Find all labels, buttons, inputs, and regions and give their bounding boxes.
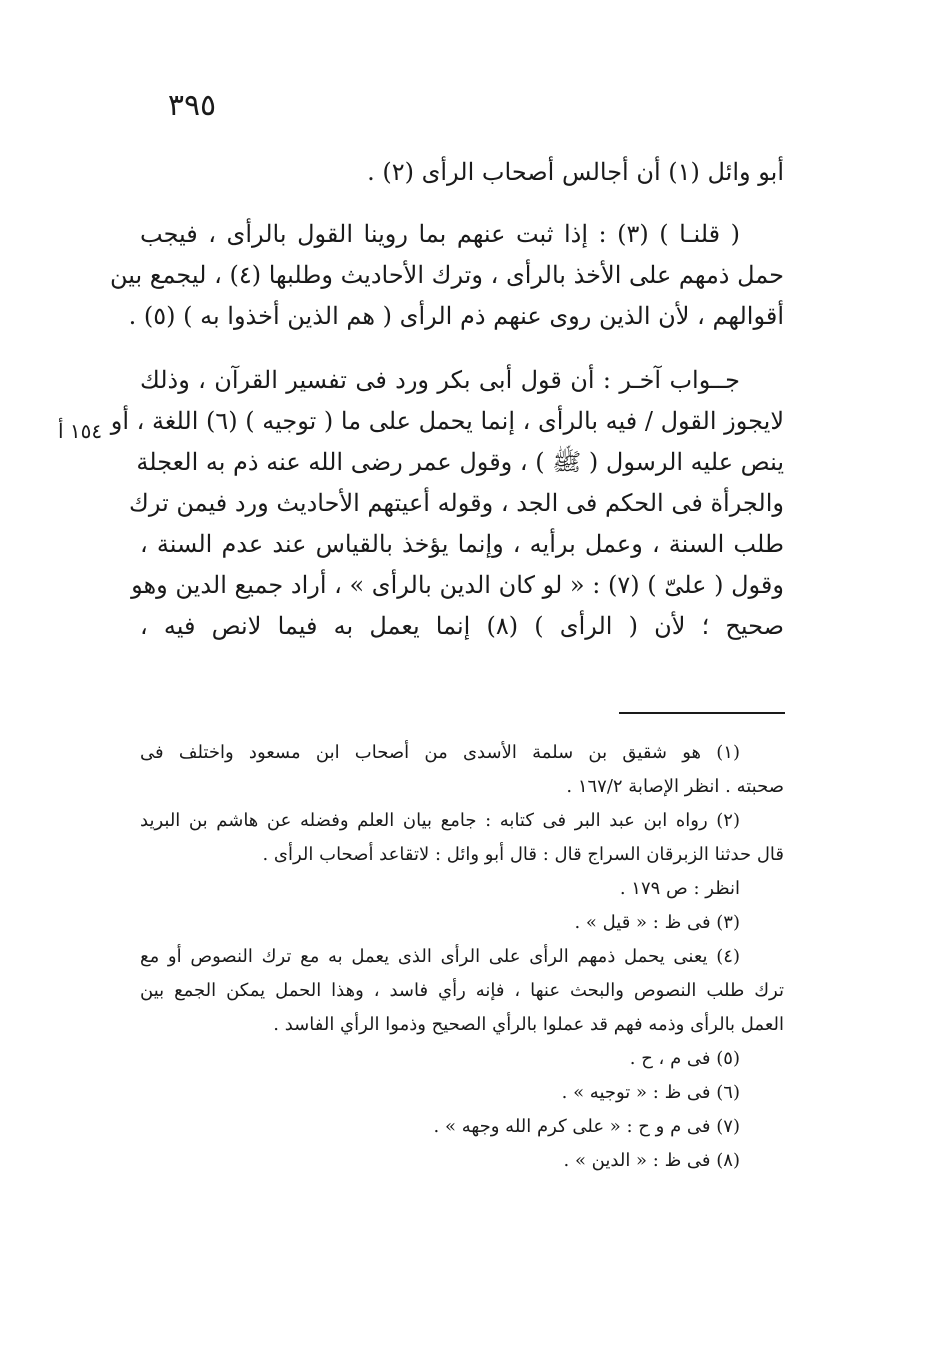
footnote-line: صحبته . انظر الإصابة ١٦٧/٢ . — [566, 776, 784, 797]
paragraph-3 — [110, 360, 785, 647]
footnote-8 — [140, 1144, 784, 1178]
text-line: جــواب آخـر : أن قول أبى بكر ورد فى تفسير القرآن ، وذلك — [140, 366, 740, 394]
footnote-line: قال حدثنا الزبرقان السراج قال : قال أبو وائل : لاتقاعد أصحاب الرأى . — [262, 844, 784, 865]
paragraph-2 — [109, 214, 784, 337]
footnote-3 — [140, 906, 784, 940]
text-line: والجرأة فى الحكم فى الجد ، وقوله أعيتهم الأحاديث ورد فيمن ترك — [129, 489, 784, 517]
footnote-divider — [619, 712, 785, 714]
page-number: ٣٩٥ — [167, 88, 217, 123]
footnote-line: (١) هو شقيق بن سلمة الأسدى من أصحاب ابن مسعود واختلف فى — [140, 742, 740, 763]
footnote-line: انظر : ص ١٧٩ . — [619, 878, 740, 899]
footnote-5 — [140, 1042, 784, 1076]
footnote-line: ترك طلب النصوص والبحث عنها ، فإنه رأي فاسد ، وهذا الحمل يمكن الجمع بين — [140, 980, 784, 1001]
footnote-line: (٢) رواه ابن عبد البر فى كتابه : جامع بيان العلم وفضله عن هاشم بن البريد — [140, 810, 740, 831]
footnote-line: (٧) فى م و ح : « على كرم الله وجهه » . — [433, 1116, 740, 1137]
footnote-4 — [140, 940, 784, 1042]
footnote-line: العمل بالرأى وذمه فهم قد عملوا بالرأي الصحيح وذموا الرأي الفاسد . — [273, 1014, 784, 1035]
text-line: طلب السنة ، وعمل برأيه ، وإنما يؤخذ بالقياس عند عدم السنة ، — [140, 530, 784, 558]
footnote-line: (٣) فى ظ : « قيل » . — [574, 912, 740, 933]
text-line: أبو وائل (١) أن أجالس أصحاب الرأى (٢) . — [367, 158, 784, 186]
text-line: ( قلنـا ) (٣) : إذا ثبت عنهم بما روينا القول بالرأى ، فيجب — [140, 220, 740, 248]
footnote-2 — [140, 804, 784, 906]
text-line: ينص عليه الرسول ( ﷺ ) ، وقول عمر رضى الله عنه ذم به العجلة — [136, 448, 784, 476]
text-line: حمل ذمهم على الأخذ بالرأى ، وترك الأحاديث وطلبها (٤) ، ليجمع بين — [109, 261, 784, 289]
footnote-6 — [140, 1076, 784, 1110]
text-line: أقوالهم ، لأن الذين روى عنهم ذم الرأى ( هم الذين أخذوا به ) (٥) . — [128, 302, 784, 330]
footnote-line: (٨) فى ظ : « الدين » . — [563, 1150, 740, 1171]
footnote-7 — [140, 1110, 784, 1144]
paragraph-1 — [140, 152, 784, 193]
margin-folio-note: ١٥٤ أ — [58, 419, 103, 443]
footnote-1 — [140, 736, 784, 804]
text-line: لايجوز القول / فيه بالرأى ، إنما يحمل على ما ( توجيه ) (٦) اللغة ، أو — [110, 407, 784, 435]
text-line: صحيح ؛ لأن ( الرأى ) (٨) إنما يعمل به فيما لانص فيه ، — [140, 612, 785, 640]
footnote-line: (٥) فى م ، ح . — [629, 1048, 740, 1069]
footnote-line: (٦) فى ظ : « توجيه » . — [561, 1082, 740, 1103]
footnotes-section — [140, 736, 784, 1178]
footnote-line: (٤) يعنى يحمل ذمهم الرأى على الرأى الذى يعمل به مع ترك النصوص أو مع — [140, 946, 740, 967]
text-line: وقول ( علىّ ) (٧) : « لو كان الدين بالرأى » ، أراد جميع الدين وهو — [131, 571, 784, 599]
